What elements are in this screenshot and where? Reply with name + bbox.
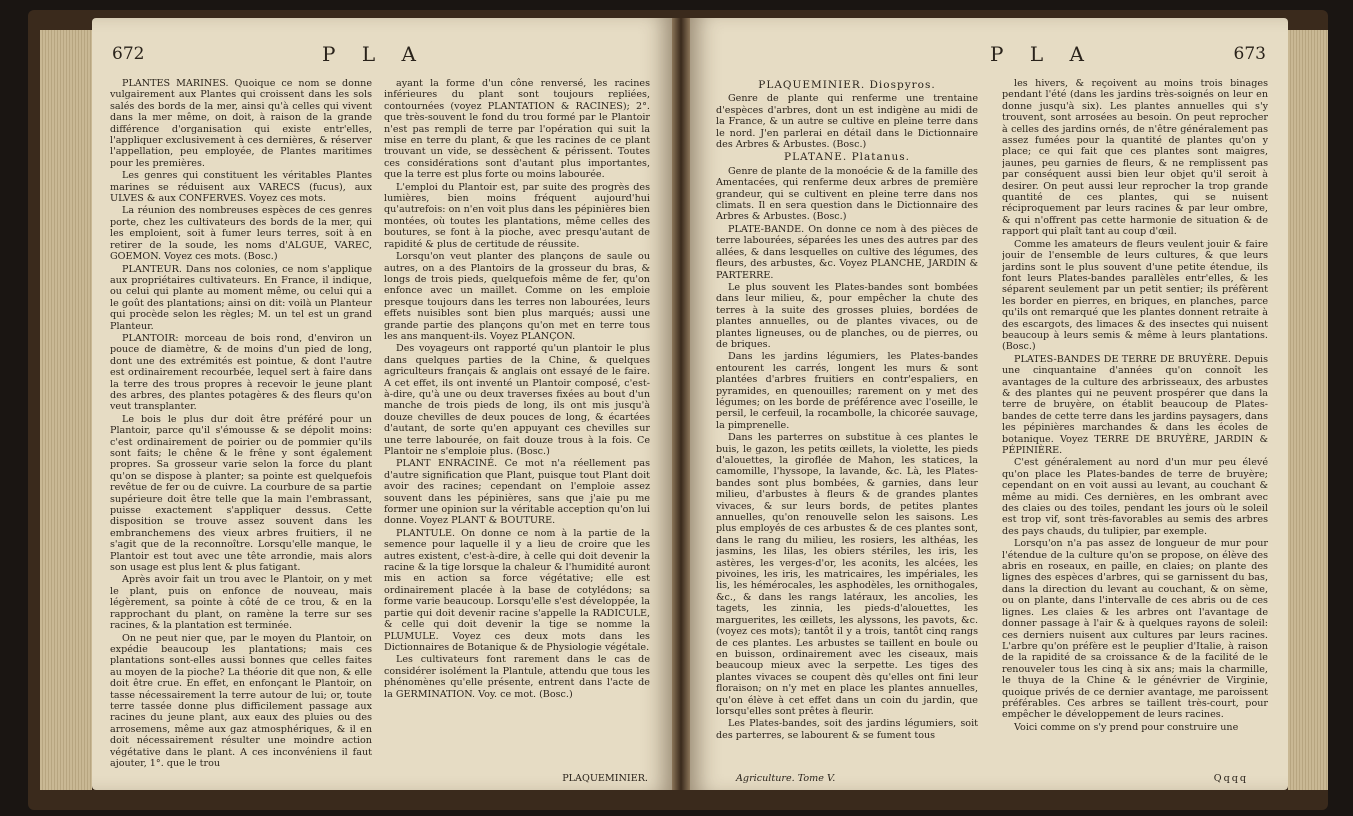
paragraph: Après avoir fait un trou avec le Plantoir, on y met le plant, puis on enfonce de nouveau, mais légèrement, sa pointe à côté de ce trou, & en la rapprochant du plant, on ramène la terre sur ses racines, & la plantation est terminée. (110, 574, 372, 632)
paragraph: PLANTOIR: morceau de bois rond, d'environ un pouce de diamètre, & de moins d'un pied de long, dont une des extrémités est pointue, & dont l'autre est ordinairement recourbée, lequel sert à faire dans la terre des trous propres à recevoir le jeune plant des arbres, des plantes potagères & des fleurs qu'on veut transplanter. (110, 332, 372, 413)
right-page-header (690, 44, 1288, 72)
paragraph: Voici comme on s'y prend pour construire une (1014, 721, 1239, 733)
paragraph: Des voyageurs ont rapporté qu'un plantoir le plus dans quelques parties de la Chine, & quelques agriculteurs français & anglais ont essayé de le faire. A cet effet, ils ont inventé un Plantoir composé, c'est-à-dire, qu'à une ou deux traverses fixées au bout d'un manche de trois pieds de long, ils ont mis jusqu'à douze chevilles de deux pouces de long, & écartées d'autant, de sorte qu'en appuyant ces chevilles sur une terre labourée, on fait douze trous à la fois. Ce Plantoir ne s'emploie plus. (Bosc.) (384, 343, 650, 457)
paragraph: Le bois le plus dur doit être préféré pour un Plantoir, parce qu'il s'émousse & se dépolit moins: c'est ordinairement de poirier ou de pommier qu'ils sont faits; le chêne & le frêne y sont également propres. Sa grosseur varie selon la force du plant qu'on se dispose à planter; sa pointe est quelquefois revêtue de fer ou de cuivre. La courbure de sa partie supérieure doit être telle que la main l'embrassant, puisse exactement s'appliquer dessus. Cette disposition se trouve assez souvent dans les embranchemens des vieux arbres fruitiers, il ne s'agit que de la reconnoître. Lorsqu'elle manque, le Plantoir est tout avec une tête arrondie, mais alors son usage est plus lent & plus fatigant. (110, 413, 372, 574)
paragraph: Les genres qui constituent les véritables Plantes marines se réduisent aux VARECS (fucus), aux ULVES & aux CONFERVES. Voyez ces mots. (110, 170, 372, 205)
left-page-column-1 (110, 78, 372, 778)
paragraph: Dans les parterres on substitue à ces plantes le buis, le gazon, les petits œillets, la violette, les pieds d'alouettes, la giroflée de Mahon, les statices, la camomille, l'hyssope, la lavande, &c. Là, les Plates-bandes sont plus bombées, & garnies, dans leur milieu, d'arbustes à fleurs & de grandes plantes vivaces, & sur leurs bords, de petites plantes annuelles, qu'on renouvelle selon les saisons. Les plus employés de ces arbustes & de ces plantes sont, dans le rang du milieu, les rosiers, les althéas, les jasmins, les lilas, les obiers stériles, les iris, les astères, les verges-d'or, les aconits, les alcées, les pivoines, les iris, les matricaires, les impériales, les lis, les hémérocales, les asphodèles, les ornithogales, &c., & dans les rangs latéraux, les ancolies, les tagets, les zinnia, les pieds-d'alouettes, les marguerites, les œillets, les alyssons, les pavots, &c. (voyez ces mots); tantôt il y a trois, tantôt cinq rangs de ces plantes. Les arbustes se taillent en boule ou en buisson, ordinairement avec les ciseaux, mais beaucoup mieux avec la serpette. Les tiges des plantes vivaces se coupent dès qu'elles ont fini leur floraison; on n'y met en place les plantes annuelles, qu'on élève à cet effet dans un coin du jardin, que lorsqu'elles sont prêtes à fleurir. (716, 432, 978, 717)
paragraph: Genre de plante qui renferme une trentaine d'espèces d'arbres, dont un est indigène au midi de la France, & un autre se cultive en pleine terre dans le nord. J'en parlerai en détail dans le Dictionnaire des Arbres & Arbustes. (Bosc.) (716, 93, 978, 151)
paragraph: les hivers, & reçoivent au moins trois binages pendant l'été (dans les jardins très-soignés on leur en donne jusqu'à six). Les plantes annuelles qui s'y trouvent, sont arrosées au besoin. On peut reprocher à celles des jardins ornés, de n'être généralement pas assez fumées pour la quantité de plantes qu'on y place; ce qui fait que ces plantes sont maigres, jaunes, peu garnies de fleurs, & ne remplissent pas par conséquent aussi bien leur objet qu'il seroit à desirer. On peut aussi leur reprocher la trop grande quantité de ces plantes, qui se nuisent réciproquement par leurs racines & par leur ombre, & qui n'offrent pas cette harmonie de situation & de rapport qui plaît tant au coup d'œil. (1002, 78, 1268, 238)
book-gutter (672, 18, 690, 790)
paragraph: Les Plates-bandes, soit des jardins légumiers, soit des parterres, se labourent & se fument tous (716, 718, 978, 741)
paragraph: PLATES-BANDES DE TERRE DE BRUYÈRE. Depuis une cinquantaine d'années qu'on connoît les avantages de la culture des arbrisseaux, des arbustes & des plantes qui ne peuvent prospérer que dans la terre de bruyère, on établit beaucoup de Plates-bandes de cette terre dans les jardins paysagers, dans les pépinières marchandes & dans les écoles de botanique. Voyez TERRE DE BRUYÈRE, JARDIN & PÉPINIÈRE. (1002, 353, 1268, 456)
left-page-column-2 (384, 78, 650, 778)
paragraph: La réunion des nombreuses espèces de ces genres porte, chez les cultivateurs des bords de la mer, qui les emploient, soit à fumer leurs terres, soit à en retirer de la soude, les noms d'ALGUE, VAREC, GOEMON. Voyez ces mots. (Bosc.) (110, 205, 372, 263)
right-page-column-2 (1002, 78, 1268, 778)
entry-heading: PLAQUEMINIER. Diospyros. (758, 79, 936, 91)
entry-heading: PLATANE. Platanus. (784, 151, 910, 164)
right-page (690, 18, 1288, 790)
right-page-column-1 (716, 78, 978, 778)
running-head: P L A (990, 42, 1094, 66)
page-edges-left (40, 30, 92, 790)
catchword: PLAQUEMINIER. (562, 773, 648, 784)
paragraph: PLANTES MARINES. Quoique ce nom se donne vulgairement aux Plantes qui croissent dans les sols salés des bords de la mer, ainsi qu'à celles qui vivent dans la mer même, on doit, à raison de la grande différence d'organisation qui existe entr'elles, l'appliquer exclusivement à ces dernières, & réserver l'appellation, peu employée, de Plantes maritimes pour les premières. (110, 78, 372, 169)
paragraph: Lorsqu'on n'a pas assez de longueur de mur pour l'étendue de la culture qu'on se propose, on élève des abris en roseaux, en paille, en claies; on plante des lignes des espèces d'arbres, qui se garnissent du bas, dans la direction du levant au couchant, & on sème, ou on plante, dans l'intervalle de ces abris ou de ces lignes. Les claies & les arbres ont l'avantage de donner passage à l'air & à quelques rayons de soleil: ces derniers nuisent aux cultures par leurs racines. L'arbre qu'on préfère est le peuplier d'Italie, à raison de la rapidité de sa croissance & de la facilité de le renouveler tous les cinq à six ans; mais la charmille, le thuya de la Chine & le génévrier de Virginie, quoique privés de ce dernier avantage, me paroissent préférables. Ces arbres se taillent très-court, pour empêcher le développement de leurs racines. (1002, 538, 1268, 721)
page-number: 672 (112, 44, 145, 64)
page-edges-right (1288, 30, 1328, 790)
paragraph: C'est généralement au nord d'un mur peu élevé qu'on place les Plates-bandes de terre de bruyère; cependant on en voit aussi au levant, au couchant & même au midi. Ces dernières, en les ombrant avec des claies ou des toiles, pendant les jours où le soleil est trop vif, sont très-favorables au semis des arbres des pays chauds, du tulipier, par exemple. (1002, 457, 1268, 537)
paragraph: On ne peut nier que, par le moyen du Plantoir, on expédie beaucoup les plantations; mais ces plantations sont-elles aussi bonnes que celles faites au moyen de la pioche? La théorie dit que non, & elle doit être crue. En effet, en enfonçant le Plantoir, on tasse nécessairement la terre autour de lui; or, toute terre tassée donne plus difficilement passage aux racines du jeune plant, aux eaux des pluies ou des arrosemens, même aux gaz atmosphériques, & il en doit nécessairement résulter une moindre action végétative dans le plant. A ces inconvéniens il faut ajouter, 1°. que le trou (110, 632, 372, 769)
paragraph: Le plus souvent les Plates-bandes sont bombées dans leur milieu, &, pour empêcher la chute des terres à la suite des grosses pluies, bordées de plantes annuelles, ou de plantes vivaces, ou de plantes ligneuses, ou de planches, ou de pierres, ou de briques. (716, 281, 978, 350)
paragraph: PLATE-BANDE. On donne ce nom à des pièces de terre labourées, séparées les unes des autres par des allées, & dans lesquelles on cultive des légumes, des fleurs, des arbustes, &c. Voyez PLANCHE, JARDIN & PARTERRE. (716, 223, 978, 281)
left-page-header (92, 44, 672, 72)
page-number: 673 (1233, 44, 1266, 64)
paragraph: Comme les amateurs de fleurs veulent jouir & faire jouir de l'ensemble de leurs cultures, & que leurs jardins sont le plus souvent d'une petite étendue, ils font leurs Plates-bandes parallèles entr'elles, & les séparent seulement par un petit sentier; ils préfèrent les border en pierres, en briques, en planches, parce qu'ils ont remarqué que les plantes donnent retraite à des escargots, des limaces & des insectes qui nuisent beaucoup à leurs semis & même à leurs plantations. (Bosc.) (1002, 238, 1268, 353)
paragraph: Les cultivateurs font rarement dans le cas de considérer isolément la Plantule, attendu que tous les phénomènes qu'elle présente, entrent dans l'acte de la GERMINATION. Voy. ce mot. (Bosc.) (384, 654, 650, 700)
paragraph: PLANTULE. On donne ce nom à la partie de la semence pour laquelle il y a lieu de croire que les autres existent, c'est-à-dire, à celle qui doit devenir la racine & la tige lorsque la chaleur & l'humidité auront mis en action sa force végétative; elle est ordinairement placée à la base de cotylédons; sa forme varie beaucoup. Lorsqu'elle s'est développée, la partie qui doit devenir racine s'appelle la RADICULE, & celle qui doit devenir la tige se nomme la PLUMULE. Voyez ces deux mots dans les Dictionnaires de Botanique & de Physiologie végétale. (384, 527, 650, 653)
volume-footer: Agriculture. Tome V. (736, 773, 836, 784)
paragraph: Genre de plante de la monoécie & de la famille des Amentacées, qui renferme deux arbres de première grandeur, qui se cultivent en pleine terre dans nos climats. Il en sera question dans le Dictionnaire des Arbres & Arbustes. (Bosc.) (716, 165, 978, 223)
paragraph: PLANT ENRACINÉ. Ce mot n'a réellement pas d'autre signification que Plant, puisque tout Plant doit avoir des racines; cependant on l'emploie assez souvent dans les pépinières, sans que j'aie pu me former une opinion sur la véritable acception qu'on lui donne. Voyez PLANT & BOUTURE. (384, 458, 650, 527)
running-head: P L A (322, 42, 426, 66)
signature-mark: Qqqq (1213, 773, 1248, 784)
left-page (92, 18, 672, 790)
paragraph: ayant la forme d'un cône renversé, les racines inférieures du plant sont toujours repliées, contournées (voyez PLANTATION & RACINES); 2°. que très-souvent le fond du trou formé par le Plantoir n'est pas rempli de terre par l'opération qui suit la mise en terre du plant, & que les racines de ce plant trouvant un vide, se dessèchent & périssent. Toutes ces considérations sont d'autant plus importantes, que la terre est plus forte ou moins labourée. (384, 78, 650, 181)
paragraph: L'emploi du Plantoir est, par suite des progrès des lumières, bien moins fréquent aujourd'hui qu'autrefois: on n'en voit plus dans les pépinières bien montées, où toutes les plantations, même celles des boutures, se font à la pioche, avec presqu'autant de rapidité & plus de certitude de réussite. (384, 181, 650, 250)
paragraph: Lorsqu'on veut planter des plançons de saule ou autres, on a des Plantoirs de la grosseur du bras, & longs de trois pieds, quelquefois même de fer, qu'on enfonce avec un maillet. Comme on les emploie presque toujours dans les terres non labourées, leurs effets nuisibles sont bien plus marqués; aussi une grande partie des plançons qu'on met en terre tous les ans manquent-ils. Voyez PLANÇON. (384, 251, 650, 342)
paragraph: Dans les jardins légumiers, les Plates-bandes entourent les carrés, longent les murs & sont plantées d'arbres fruitiers en contr'espaliers, en pyramides, en quenouilles; rarement on y met des légumes; on les borde de préférence avec l'oseille, le persil, le cerfeuil, la rocambolle, la chicorée sauvage, la pimprenelle. (716, 351, 978, 431)
paragraph: PLANTEUR. Dans nos colonies, ce nom s'applique aux propriétaires cultivateurs. En France, il indique, ou celui qui plante au moment même, ou celui qui a le goût des plantations; ainsi on dit: voilà un Planteur qui procède selon les règles; M. un tel est un grand Planteur. (110, 263, 372, 332)
